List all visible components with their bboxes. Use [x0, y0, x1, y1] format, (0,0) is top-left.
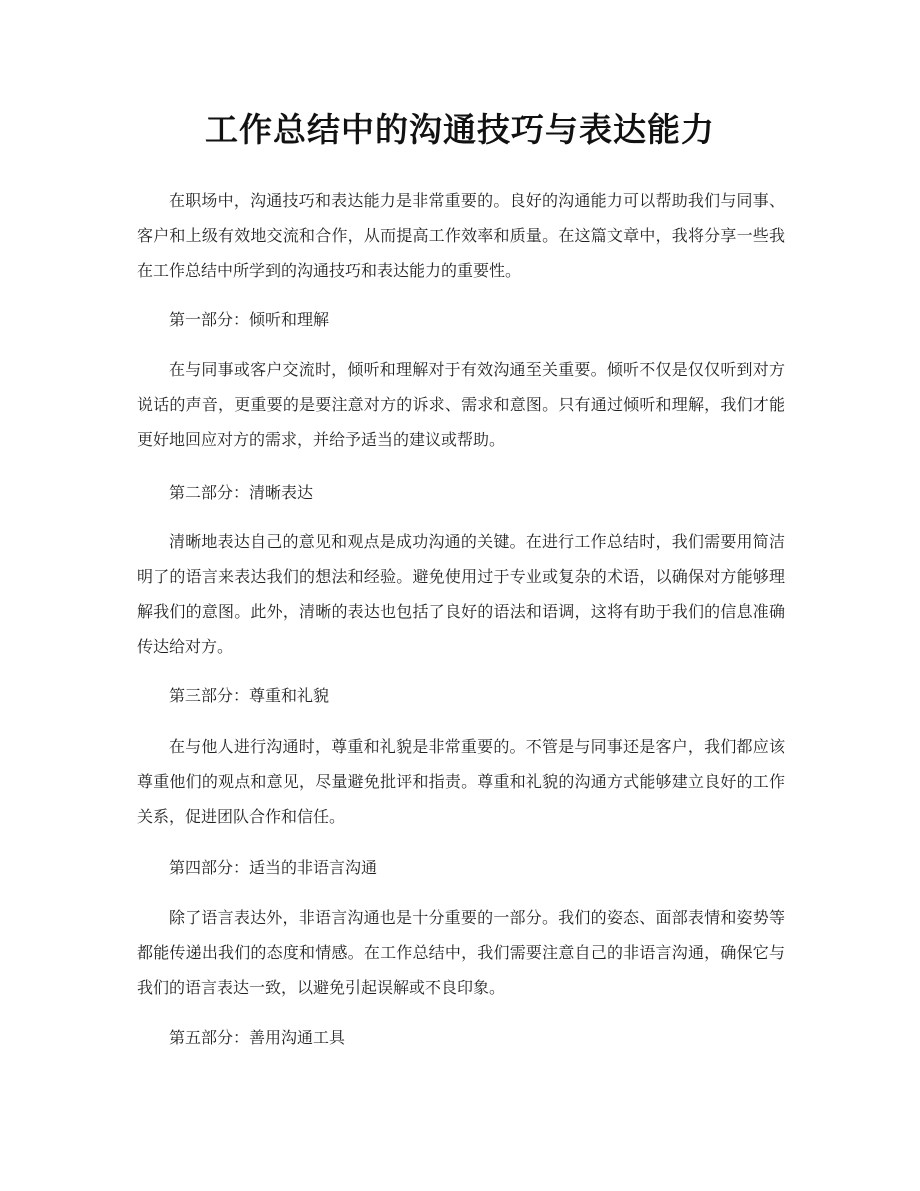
section-paragraph-1: 在与同事或客户交流时，倾听和理解对于有效沟通至关重要。倾听不仅是仅仅听到对方说话的声音，更重要的是要注意对方的诉求、需求和意图。只有通过倾听和理解，我们才能更好地回应对方的需求，并给予适当的建议或帮助。 [137, 360, 785, 449]
section-heading-4: 第四部分：适当的非语言沟通 [169, 858, 378, 877]
document-title: 工作总结中的沟通技巧与表达能力 [205, 110, 715, 149]
section-heading-1: 第一部分：倾听和理解 [169, 310, 330, 329]
intro-paragraph: 在职场中，沟通技巧和表达能力是非常重要的。良好的沟通能力可以帮助我们与同事、客户和上级有效地交流和合作，从而提高工作效率和质量。在这篇文章中，我将分享一些我在工作总结中所学到的沟通技巧和表达能力的重要性。 [137, 191, 785, 280]
section-heading-3: 第三部分：尊重和礼貌 [169, 686, 330, 705]
section-heading-5: 第五部分：善用沟通工具 [169, 1028, 346, 1047]
section-paragraph-4: 除了语言表达外，非语言沟通也是十分重要的一部分。我们的姿态、面部表情和姿势等都能传递出我们的态度和情感。在工作总结中，我们需要注意自己的非语言沟通，确保它与我们的语言表达一致，以避免引起误解或不良印象。 [137, 908, 785, 997]
section-paragraph-3: 在与他人进行沟通时，尊重和礼貌是非常重要的。不管是与同事还是客户，我们都应该尊重他们的观点和意见，尽量避免批评和指责。尊重和礼貌的沟通方式能够建立良好的工作关系，促进团队合作和信任。 [137, 737, 785, 826]
section-paragraph-2: 清晰地表达自己的意见和观点是成功沟通的关键。在进行工作总结时，我们需要用简洁明了的语言来表达我们的想法和经验。避免使用过于专业或复杂的术语，以确保对方能够理解我们的意图。此外，清晰的表达也包括了良好的语法和语调，这将有助于我们的信息准确传达给对方。 [137, 532, 785, 656]
section-heading-2: 第二部分：清晰表达 [169, 483, 314, 502]
